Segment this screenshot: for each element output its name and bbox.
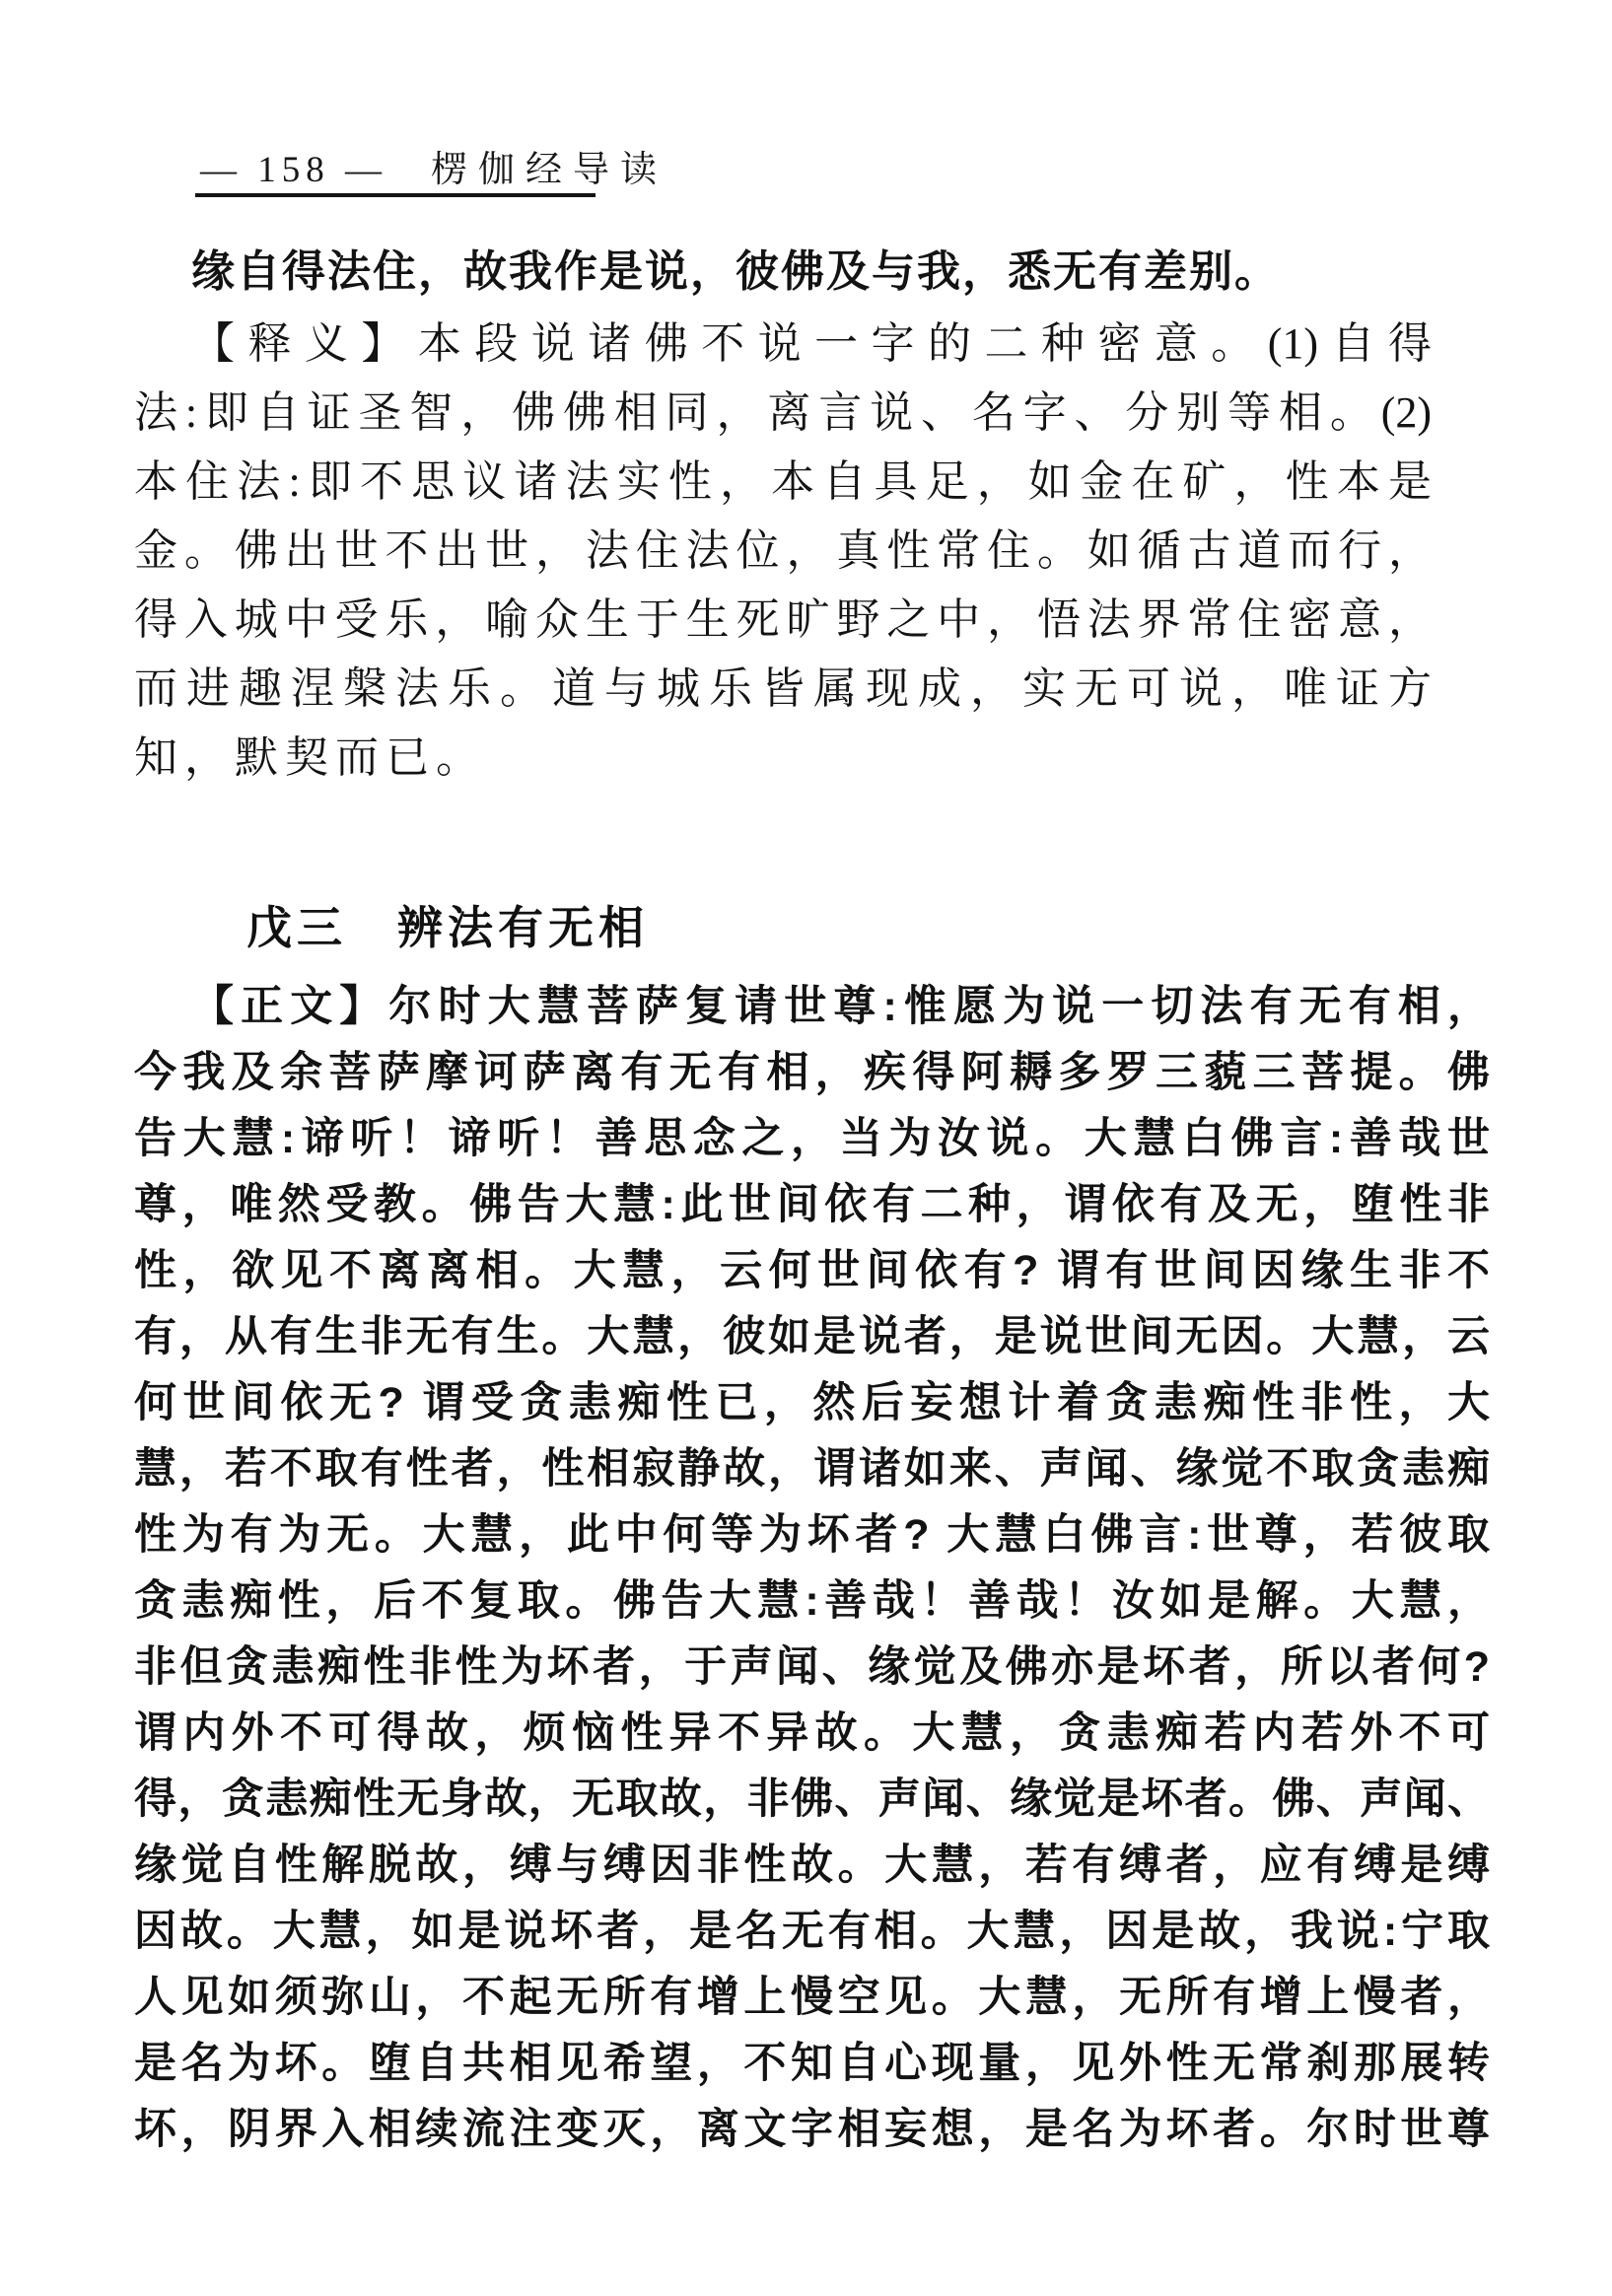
page-header [200, 139, 667, 192]
header-rule [195, 193, 596, 197]
text-line: 法:即自证圣智，佛佛相同，离言说、名字、分别等相。(2) [134, 388, 1432, 437]
commentary-paragraph [134, 310, 1432, 793]
text-line: 谓内外不可得故，烦恼性异不异故。大慧，贪恚痴若内若外不可 [134, 1709, 1490, 1757]
section-heading: 戊三 辨法有无相 [246, 902, 649, 953]
text-line: 而进趣涅槃法乐。道与城乐皆属现成，实无可说，唯证方 [134, 664, 1432, 713]
verse-paragraph [134, 244, 1490, 305]
text-line: 贪恚痴性，后不复取。佛告大慧:善哉！善哉！汝如是解。大慧， [134, 1577, 1490, 1625]
text-line: 何世间依无? 谓受贪恚痴性已，然后妄想计着贪恚痴性非性，大 [134, 1379, 1490, 1426]
book-title: 楞伽经导读 [431, 150, 667, 190]
text-line: 因故。大慧，如是说坏者，是名无有相。大慧，因是故，我说:宁取 [134, 1908, 1490, 1955]
text-line: 得入城中受乐，喻众生于生死旷野之中，悟法界常住密意， [134, 595, 1432, 644]
text-line: 非但贪恚痴性非性为坏者，于声闻、缘觉及佛亦是坏者，所以者何? [134, 1643, 1490, 1691]
text-line: 本住法:即不思议诸法实性，本自具足，如金在矿，性本是 [134, 457, 1432, 506]
text-line: 性为有为无。大慧，此中何等为坏者? 大慧白佛言:世尊，若彼取 [134, 1511, 1490, 1559]
text-line: 金。佛出世不出世，法住法位，真性常住。如循古道而行， [134, 526, 1432, 575]
text-line: 是名为坏。堕自共相见希望，不知自心现量，见外性无常刹那展转 [134, 2040, 1490, 2087]
text-line: 【释义】本段说诸佛不说一字的二种密意。(1)自得 [191, 319, 1432, 368]
text-line: 告大慧:谛听！谛听！善思念之，当为汝说。大慧白佛言:善哉世 [134, 1115, 1490, 1162]
text-line: 性，欲见不离离相。大慧，云何世间依有? 谓有世间因缘生非不 [134, 1247, 1490, 1294]
text-line: 今我及余菩萨摩诃萨离有无有相，疾得阿耨多罗三藐三菩提。佛 [134, 1049, 1490, 1096]
text-line: 尊，唯然受教。佛告大慧:此世间依有二种，谓依有及无，堕性非 [134, 1181, 1490, 1228]
text-line: 坏，阴界入相续流注变灭，离文字相妄想，是名为坏者。尔时世尊 [134, 2106, 1490, 2153]
text-line: 有，从有生非无有生。大慧，彼如是说者，是说世间无因。大慧，云 [134, 1313, 1490, 1360]
text-line: 知，默契而已。 [134, 733, 486, 782]
text-line: 缘觉自性解脱故，缚与缚因非性故。大慧，若有缚者，应有缚是缚 [134, 1842, 1490, 1889]
text-line: 慧，若不取有性者，性相寂静故，谓诸如来、声闻、缘觉不取贪恚痴 [134, 1445, 1490, 1493]
page-number-label: — 158 — [200, 150, 387, 190]
text-line: 【正文】尔时大慧菩萨复请世尊:惟愿为说一切法有无有相， [191, 983, 1490, 1030]
text-line: 缘自得法住，故我作是说，彼佛及与我，悉无有差别。 [191, 247, 1280, 296]
text-line: 人见如须弥山，不起无所有增上慢空见。大慧，无所有增上慢者， [134, 1974, 1490, 2021]
scripture-paragraph [134, 974, 1490, 2163]
text-line: 得，贪恚痴性无身故，无取故，非佛、声闻、缘觉是坏者。佛、声闻、 [134, 1775, 1490, 1823]
